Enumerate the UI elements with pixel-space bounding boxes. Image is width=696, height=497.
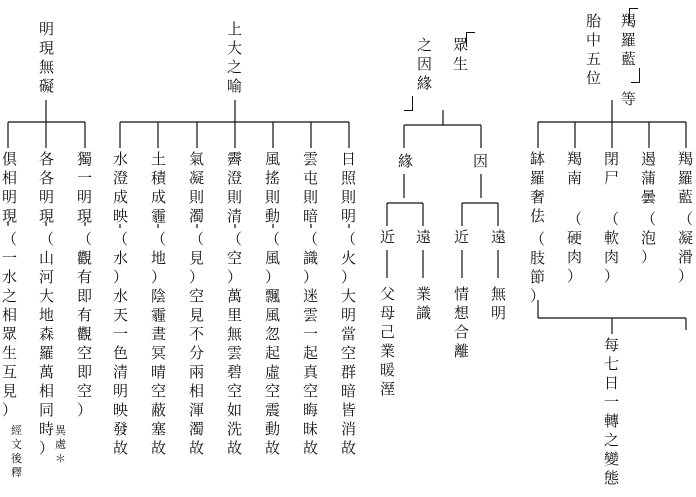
right-item-3-body: （ 軟 肉 ） — [603, 210, 619, 285]
left-note-a: 異 處 ＊ — [55, 424, 66, 465]
middle-item-5-body: （ 見 ） 空 見 不 分 兩 相 渾 濁 故 — [188, 230, 204, 457]
cause-yin-far-text: 無 明 — [490, 285, 506, 322]
middle-item-3-body: （ 風 ） 飄 風 忽 起 虛 空 震 動 故 — [264, 230, 280, 457]
cause-yuan-near: 近 — [379, 228, 395, 246]
middle-item-4-head: 霽 澄 則 清 — [226, 150, 242, 225]
right-title-suffix: 等 — [620, 90, 636, 108]
right-item-5-body: （ 肢 節 ） — [529, 230, 545, 305]
cause-yuan-label: 緣 — [397, 152, 413, 170]
left-item-3-body: （ 一 水 之 相 眾 生 互 見 ） — [1, 230, 17, 419]
right-item-4-body: （ 硬 肉 ） — [566, 210, 582, 285]
left-note-b: 經 文 後 釋 — [11, 424, 22, 479]
cause-title-col-1: 眾 生 — [452, 36, 468, 73]
cause-title-bracket-bottom — [404, 96, 413, 111]
middle-item-1-body: （ 火 ） 大 明 當 空 群 暗 皆 消 故 — [340, 230, 356, 457]
middle-item-2-head: 雲 屯 則 暗 — [302, 150, 318, 225]
right-item-3-head: 閉 尸 — [603, 150, 619, 187]
cause-yuan-near-text: 父 母 己 業 暖 溼 — [379, 285, 395, 398]
right-footer: 每 七 日 一 轉 之 變 態 — [603, 336, 619, 487]
cause-yuan-far-text: 業 識 — [415, 285, 431, 322]
middle-item-5-head: 氣 凝 則 濁 — [188, 150, 204, 225]
left-item-2-body: （ 山 河 大 地 森 羅 萬 相 同 時 ） — [38, 230, 54, 457]
left-item-1-head: 獨 一 明 現 — [76, 150, 92, 225]
left-item-3-head: 俱 相 明 現 — [1, 150, 17, 225]
cause-title-col-2: 之 因 緣 — [416, 36, 432, 92]
middle-item-6-body: （ 地 ） 陰 霾 晝 冥 晴 空 蔽 塞 故 — [150, 230, 166, 457]
right-item-4-head: 羯 南 — [566, 150, 582, 187]
right-item-2-body: （ 泡 ） — [640, 210, 656, 266]
left-group-title: 明 現 無 礙 — [38, 20, 54, 95]
middle-group-title: 上 大 之 喻 — [226, 20, 242, 95]
cause-yuan-far: 遠 — [415, 228, 431, 246]
cause-yin-near-text: 情 想 合 離 — [453, 285, 469, 360]
right-item-5-head: 缽 羅 奢 佉 — [529, 150, 545, 225]
cause-yin-far: 遠 — [490, 228, 506, 246]
left-item-1-body: （ 觀 有 即 有 觀 空 即 空 ） — [76, 230, 92, 419]
right-title-bracket-bottom — [631, 68, 640, 83]
middle-item-6-head: 土 積 成 霾 — [150, 150, 166, 225]
middle-item-3-head: 風 搖 則 動 — [264, 150, 280, 225]
right-item-1-head: 羯 羅 藍 — [677, 150, 693, 206]
right-item-1-body: （ 凝 滑 ） — [677, 210, 693, 285]
cause-yin-label: 因 — [472, 152, 488, 170]
middle-item-7-head: 水 澄 成 映 — [112, 150, 128, 225]
middle-item-2-body: （ 識 ） 迷 雲 一 起 真 空 晦 昧 故 — [302, 230, 318, 457]
right-item-2-head: 遏 蒲 曇 — [640, 150, 656, 206]
middle-item-7-body: （ 水 ） 水 天 一 色 清 明 映 發 故 — [112, 230, 128, 457]
right-title-b: 胎 中 五 位 — [585, 12, 601, 87]
left-item-2-head: 各 各 明 現 — [38, 150, 54, 225]
right-title-a: 羯 羅 藍 — [620, 12, 636, 68]
cause-yin-near: 近 — [453, 228, 469, 246]
middle-item-1-head: 日 照 則 明 — [340, 150, 356, 225]
middle-item-4-body: （ 空 ） 萬 里 無 雲 碧 空 如 洗 故 — [226, 230, 242, 457]
